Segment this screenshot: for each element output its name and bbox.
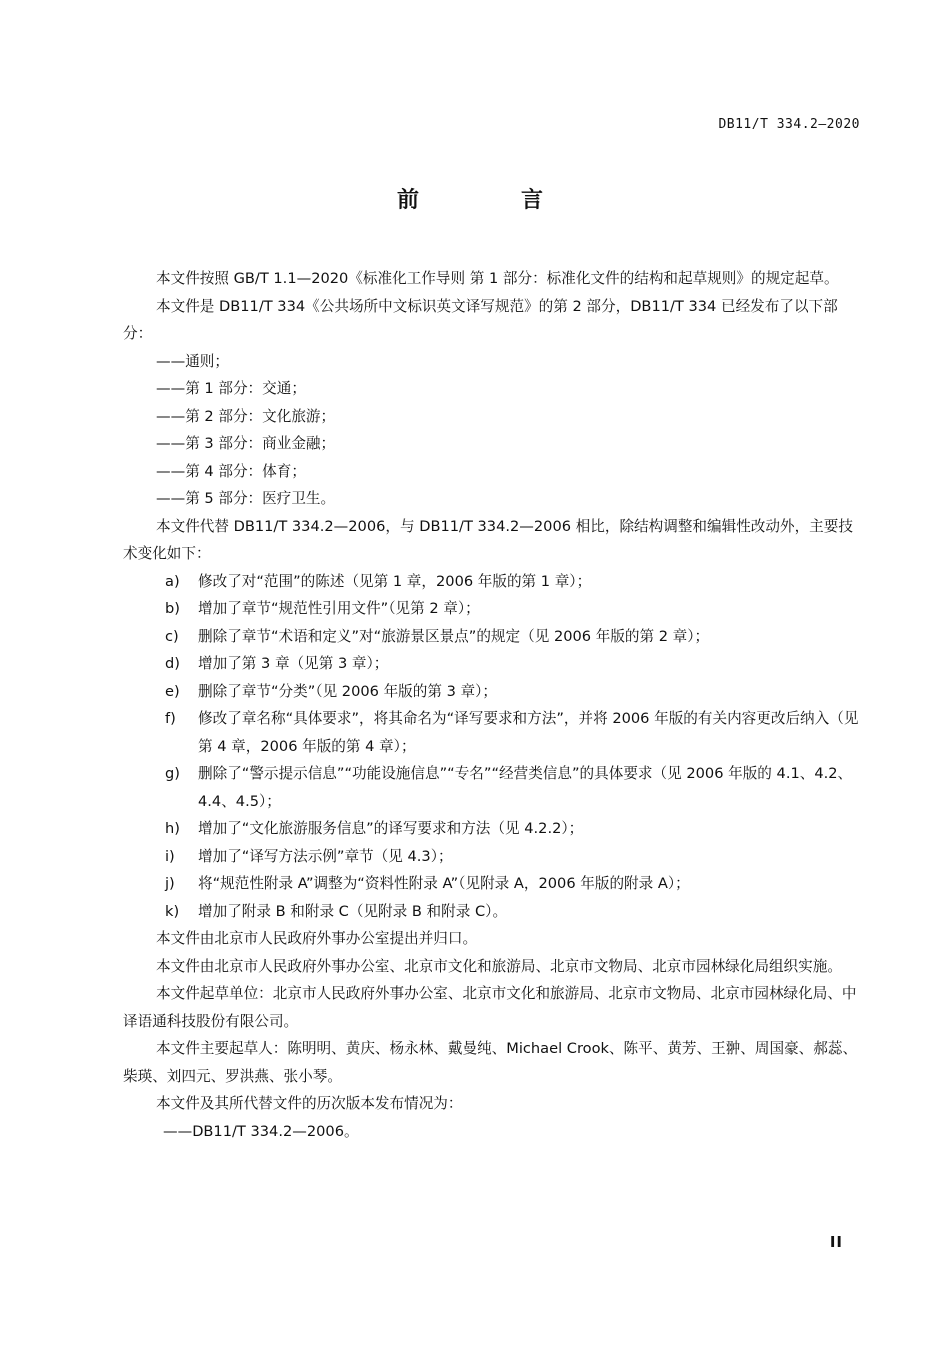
change-item [123,843,865,871]
paragraph-drafters: 本文件主要起草人：陈明明、黄庆、杨永林、戴曼纯、Michael Crook、陈平、黄芳、王翀、周国豪、郝蕊、柴瑛、刘四元、罗洪燕、张小琴。 [123,1040,858,1085]
list-item: ——第 4 部分：体育； [156,462,306,480]
change-item-label: h) [165,820,180,837]
paragraph-drafting-units: 本文件起草单位：北京市人民政府外事办公室、北京市文化和旅游局、北京市文物局、北京市园林绿化局、中译语通科技股份有限公司。 [123,985,857,1030]
change-item [123,650,865,678]
change-item-text: 增加了“译写方法示例”章节（见 4.3）； [198,847,453,865]
version-history-item: ——DB11/T 334.2—2006。 [163,1122,359,1140]
change-item-text: 增加了“文化旅游服务信息”的译写要求和方法（见 4.2.2）； [198,820,584,837]
preface-body [123,265,865,1145]
change-item [123,815,865,843]
change-item-text: 增加了章节“规范性引用文件”（见第 2 章）； [198,600,480,617]
change-item [123,898,865,926]
change-item [123,678,865,706]
page-title: 前 言 [396,188,583,213]
change-item [123,870,865,898]
change-item-label: f) [165,710,176,727]
change-item-label: c) [165,627,179,645]
change-item [123,623,865,651]
change-item-text: 增加了附录 B 和附录 C（见附录 B 和附录 C）。 [198,902,508,920]
list-item: ——第 2 部分：文化旅游； [156,407,336,425]
page-number: II [829,1233,843,1251]
change-item [123,568,865,596]
list-item: ——第 1 部分：交通； [156,380,306,397]
change-item-text: 删除了章节“分类”（见 2006 年版的第 3 章）； [198,682,498,700]
paragraph-proposer: 本文件由北京市人民政府外事办公室提出并归口。 [156,930,478,947]
change-item-text: 修改了章名称“具体要求”，将其命名为“译写要求和方法”，并将 2006 年版的有关内容更改后纳入（见第 4 章，2006 年版的第 4 章）； [198,710,859,755]
document-code: DB11/T 334.2—2020 [718,117,860,132]
list-item: ——第 3 部分：商业金融； [156,435,336,452]
list-item: ——通则； [156,352,229,370]
change-item-label: b) [165,600,180,617]
change-item [123,595,865,623]
change-item-text: 修改了对“范围”的陈述（见第 1 章，2006 年版的第 1 章）； [198,572,592,590]
change-item-label: g) [165,765,180,782]
change-item-text: 将“规范性附录 A”调整为“资料性附录 A”（见附录 A，2006 年版的附录 A）； [198,875,690,892]
paragraph-replacement: 本文件代替 DB11/T 334.2—2006，与 DB11/T 334.2—2006 相比，除结构调整和编辑性改动外，主要技术变化如下： [123,517,853,562]
change-item-text: 删除了“警示提示信息”“功能设施信息”“专名”“经营类信息”的具体要求（见 2006 年版的 4.1、4.2、4.4、4.5）； [198,765,853,810]
paragraph-drafting-basis: 本文件按照 GB/T 1.1—2020《标准化工作导则 第 1 部分：标准化文件的结构和起草规则》的规定起草。 [156,270,839,287]
change-item [123,760,865,815]
change-item-label: j) [165,875,175,892]
change-item-label: d) [165,655,180,672]
change-item-label: k) [165,902,180,920]
paragraph-implementer: 本文件由北京市人民政府外事办公室、北京市文化和旅游局、北京市文物局、北京市园林绿化局组织实施。 [156,957,842,975]
paragraph-series-info: 本文件是 DB11/T 334《公共场所中文标识英文译写规范》的第 2 部分，DB11/T 334 已经发布了以下部分： [123,297,838,342]
change-item [123,705,865,760]
change-item-label: a) [165,572,180,590]
change-item-label: e) [165,682,180,700]
change-item-text: 删除了章节“术语和定义”对“旅游景区景点”的规定（见 2006 年版的第 2 章）； [198,627,710,645]
list-item: ——第 5 部分：医疗卫生。 [156,490,336,507]
change-item-text: 增加了第 3 章（见第 3 章）； [198,655,389,672]
change-item-label: i) [165,847,175,865]
paragraph-version-history: 本文件及其所代替文件的历次版本发布情况为： [156,1095,463,1112]
